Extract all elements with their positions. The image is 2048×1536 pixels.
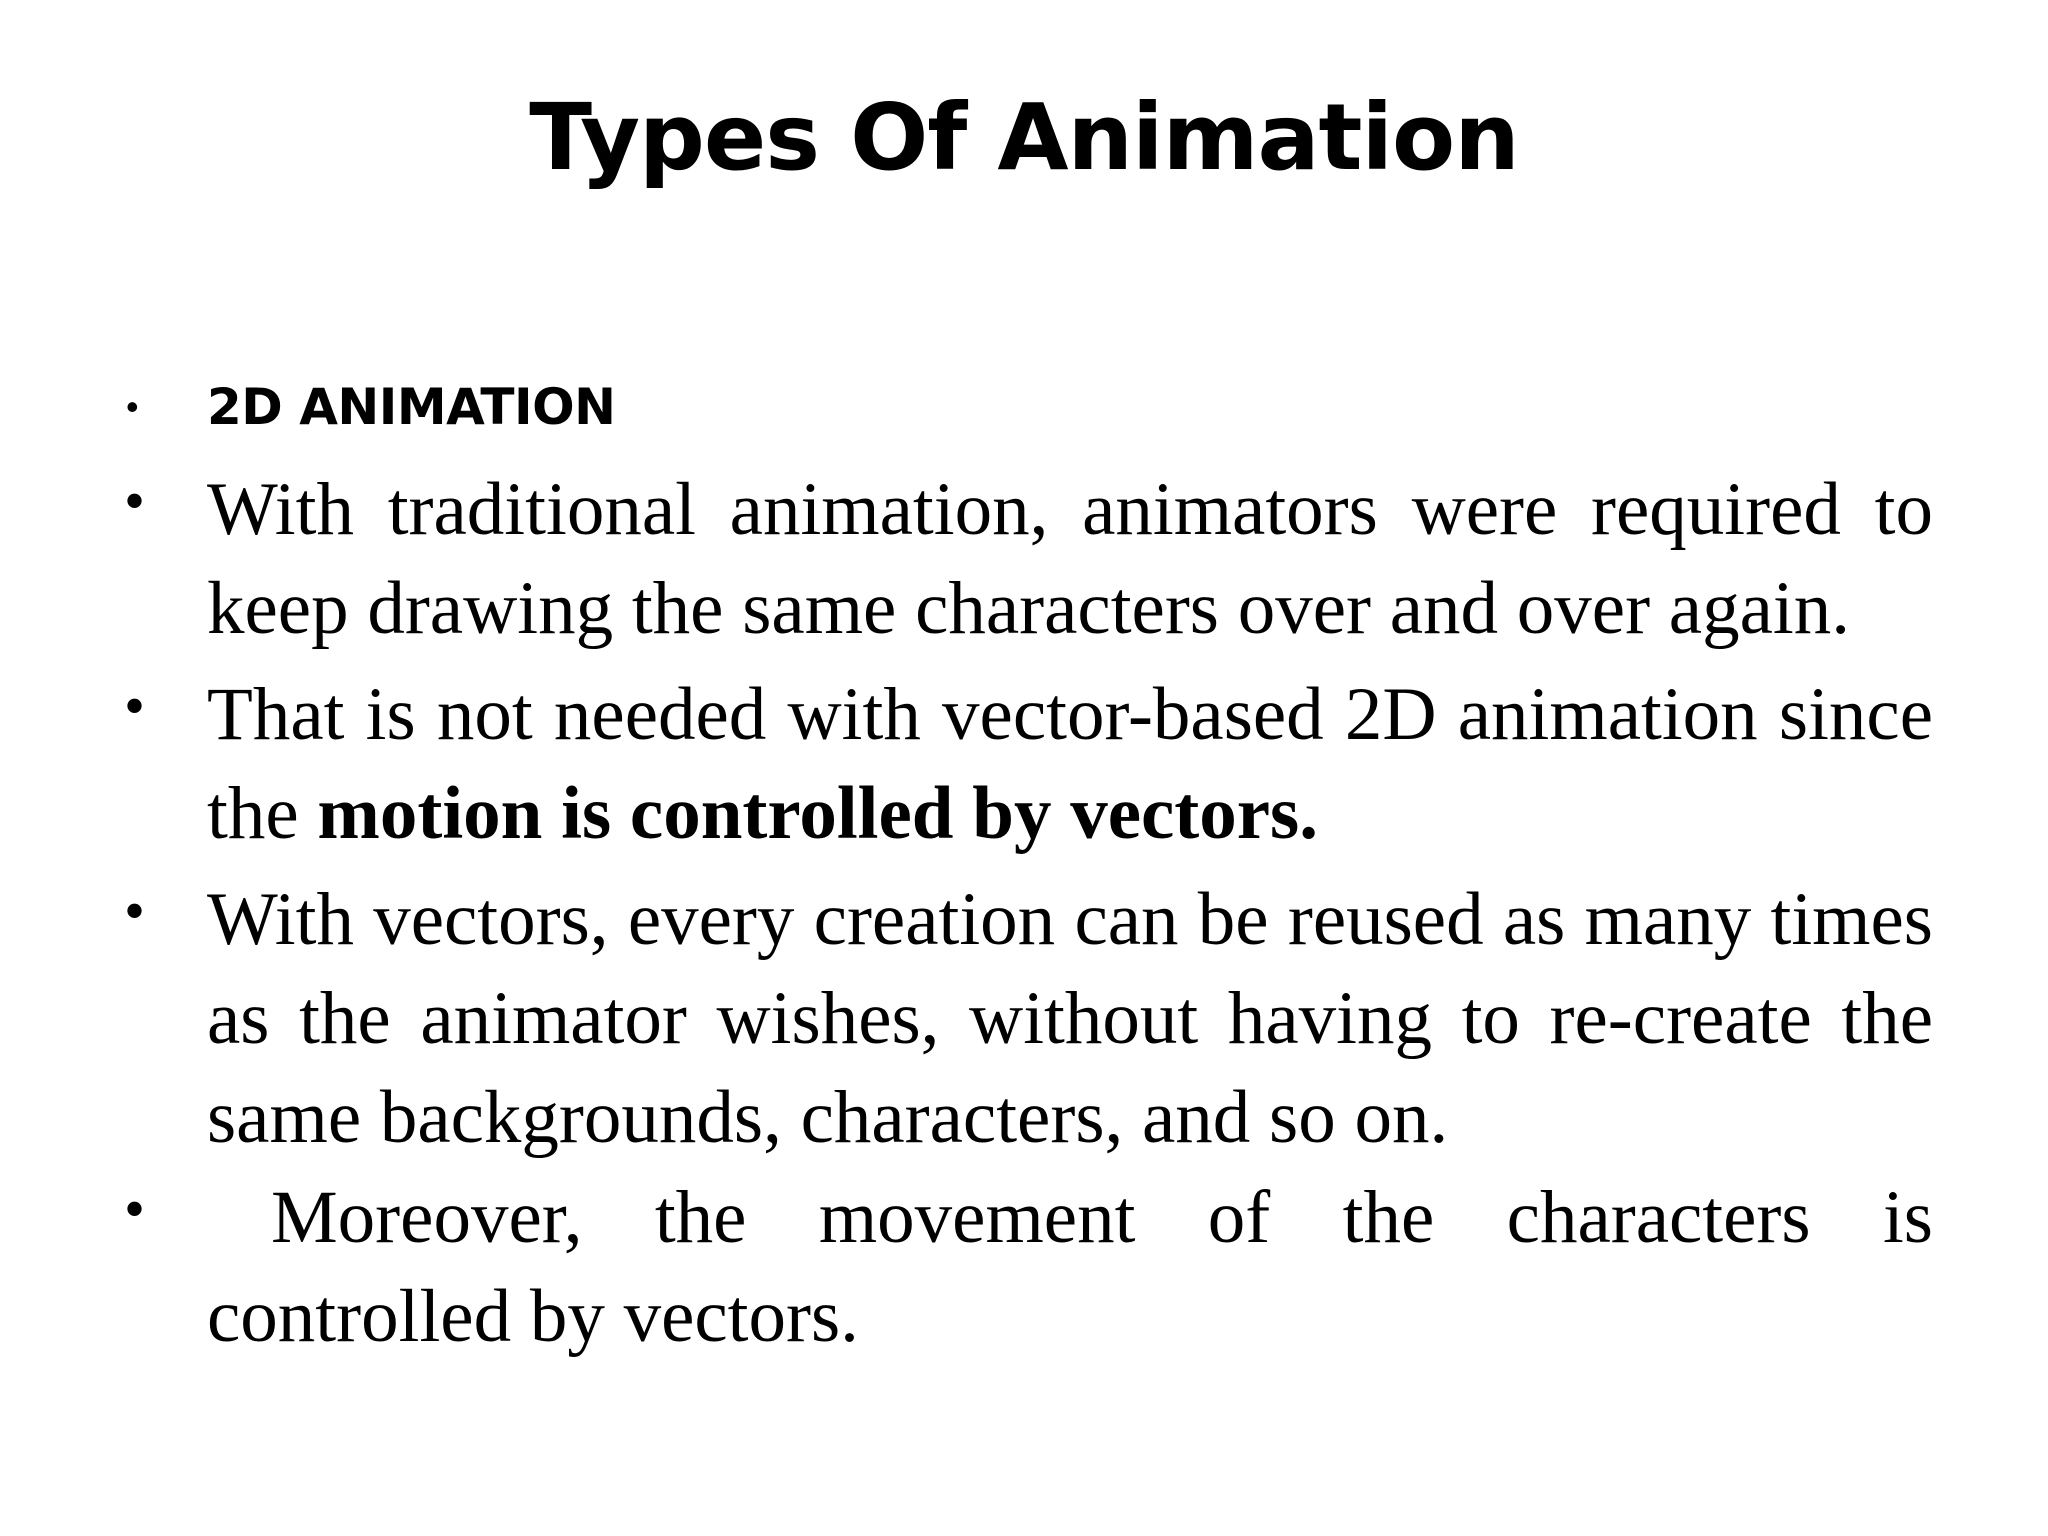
bullet-text: With traditional animation, animators were required to keep drawing the same characters over and over again. xyxy=(207,468,1933,650)
bullet-heading: 2D ANIMATION xyxy=(207,378,616,436)
slide-title: Types Of Animation xyxy=(529,84,1519,191)
bullet-text-bold: motion is controlled by vectors. xyxy=(317,772,1318,855)
bullet-icon: • xyxy=(126,386,139,427)
bullet-text: With vectors, every creation can be reused as many times as the animator wishes, without having to re-create the same backgrounds, characters, and so on. xyxy=(207,878,1933,1159)
bullet-icon: • xyxy=(124,878,146,944)
bullet-icon: • xyxy=(124,673,146,739)
bullet-text-content: Moreover, the movement of the characters is controlled by vectors. xyxy=(207,1176,1933,1358)
bullet-icon: • xyxy=(124,468,146,534)
bullet-text xyxy=(207,665,1933,863)
bullet-text xyxy=(207,1168,1933,1366)
bullet-text-regular: That is not needed with vector-based 2D animation since the xyxy=(207,673,1933,855)
bullet-icon: • xyxy=(124,1176,146,1242)
